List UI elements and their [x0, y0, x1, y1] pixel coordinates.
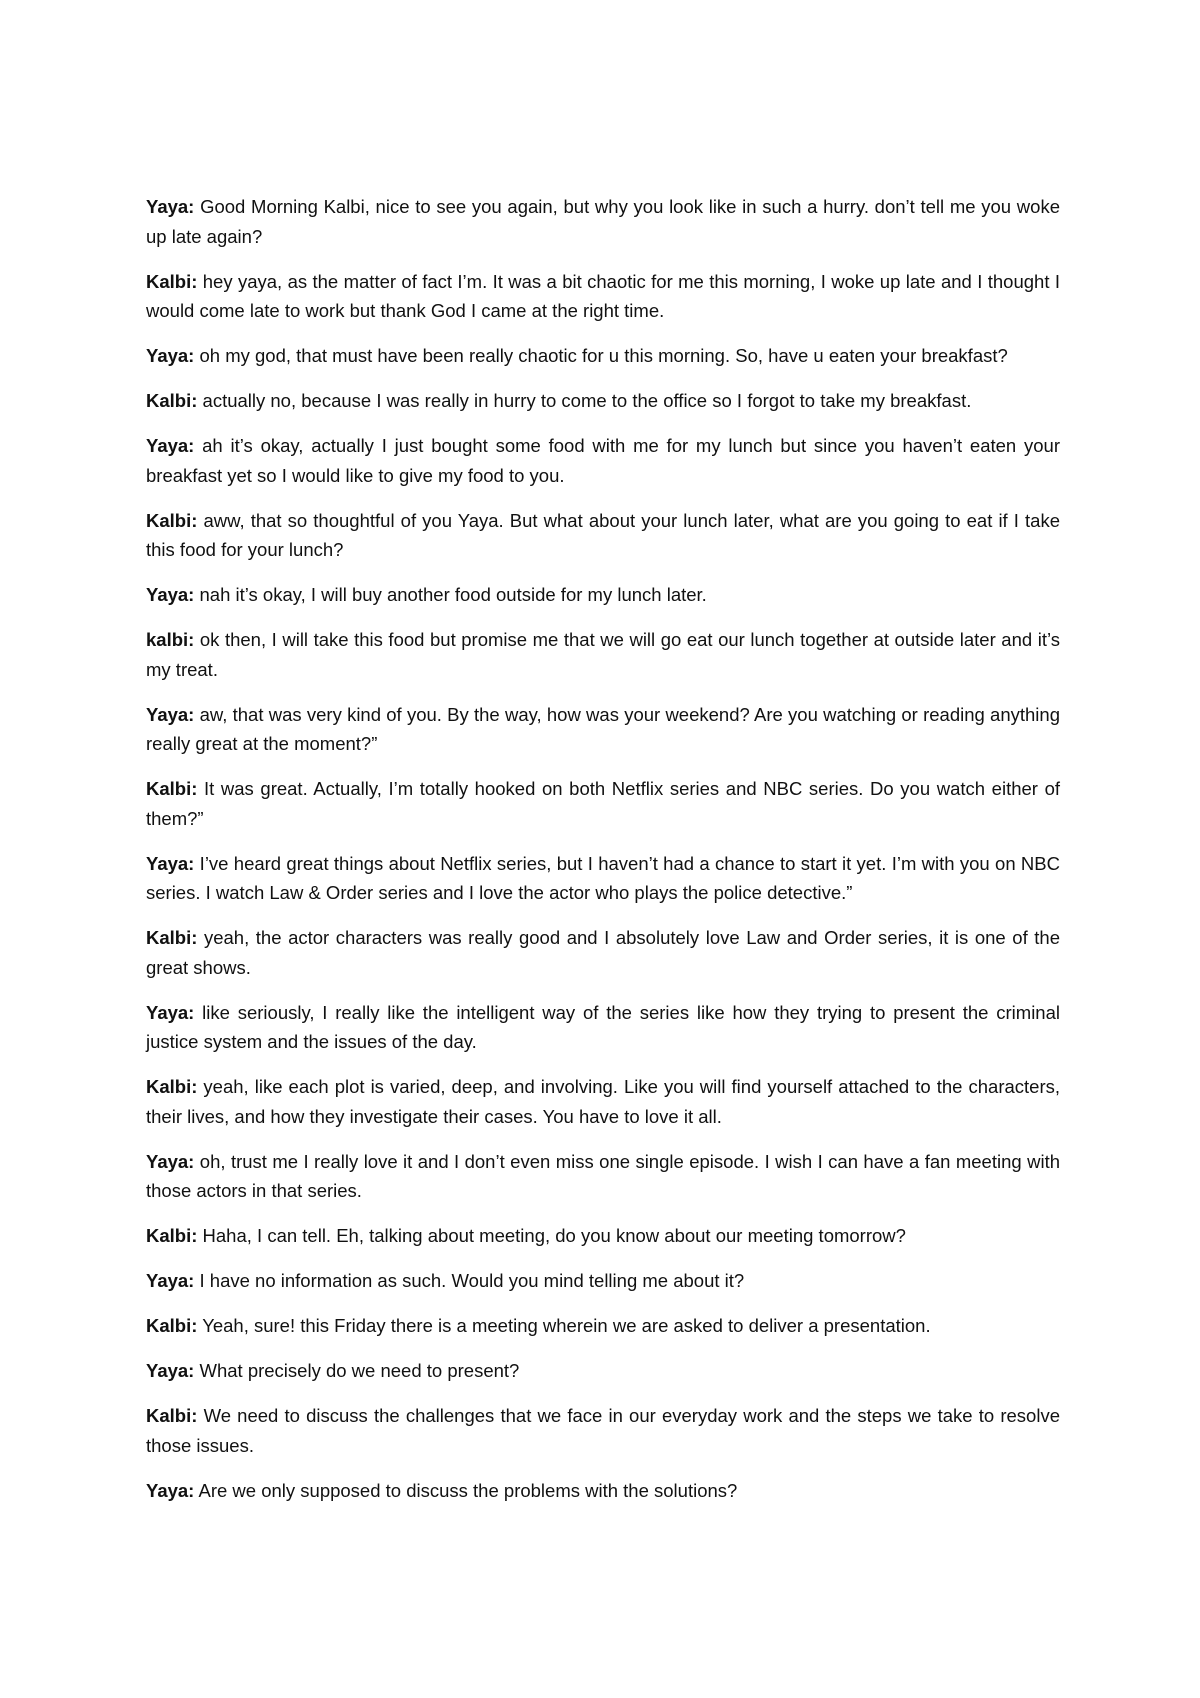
dialogue-line	[146, 1072, 1060, 1131]
line-text: hey yaya, as the matter of fact I’m. It was a bit chaotic for me this morning, I woke up late and I thought I would come late to work but thank God I came at the right time.	[146, 270, 1060, 321]
dialogue-line	[146, 700, 1060, 759]
dialogue-line	[146, 1476, 1060, 1506]
dialogue-line	[146, 506, 1060, 565]
line-text: It was great. Actually, I’m totally hooked on both Netflix series and NBC series. Do you watch either of them?”	[146, 778, 1060, 829]
dialogue-line	[146, 998, 1060, 1057]
speaker-name: Yaya:	[146, 1479, 195, 1501]
line-text: ok then, I will take this food but promise me that we will go eat our lunch together at outside later and it’s my treat.	[146, 629, 1060, 680]
speaker-name: Yaya:	[146, 196, 195, 217]
speaker-name: Kalbi:	[146, 509, 198, 531]
dialogue-line	[146, 580, 1060, 610]
dialogue-line	[146, 1311, 1060, 1341]
line-text: I’ve heard great things about Netflix series, but I haven’t had a chance to start it yet. I’m with you on NBC series. I watch Law & Order series and I love the actor who plays the police detective.”	[146, 852, 1060, 903]
speaker-name: Kalbi:	[146, 1076, 198, 1097]
speaker-name: Yaya:	[146, 1001, 195, 1023]
line-text: like seriously, I really like the intelligent way of the series like how they trying to present the criminal justice system and the issues of the day.	[146, 1001, 1060, 1052]
dialogue-line	[146, 1266, 1060, 1296]
line-text: actually no, because I was really in hurry to come to the office so I forgot to take my breakfast.	[197, 390, 972, 411]
speaker-name: Yaya:	[146, 1360, 195, 1381]
dialogue-line	[146, 1221, 1060, 1251]
speaker-name: Yaya:	[146, 1150, 195, 1172]
line-text: Yeah, sure! this Friday there is a meeting wherein we are asked to deliver a presentation.	[197, 1315, 931, 1336]
line-text: Good Morning Kalbi, nice to see you again, but why you look like in such a hurry. don’t tell me you woke up late again?	[146, 196, 1060, 247]
speaker-name: Kalbi:	[146, 390, 198, 411]
line-text: nah it’s okay, I will buy another food outside for my lunch later.	[194, 584, 707, 605]
speaker-name: Kalbi:	[146, 1315, 198, 1336]
speaker-name: Kalbi:	[146, 1405, 198, 1426]
line-text: I have no information as such. Would you mind telling me about it?	[194, 1270, 745, 1291]
speaker-name: Yaya:	[146, 852, 195, 874]
dialogue-line	[146, 923, 1060, 982]
dialogue-line	[146, 1356, 1060, 1386]
dialogue-line	[146, 774, 1060, 833]
speaker-name: Yaya:	[146, 435, 195, 456]
dialogue-line	[146, 625, 1060, 684]
dialogue-line	[146, 192, 1060, 251]
speaker-name: kalbi:	[146, 629, 195, 650]
line-text: aw, that was very kind of you. By the way, how was your weekend? Are you watching or reading anything really great at the moment?”	[146, 703, 1060, 754]
line-text: ah it’s okay, actually I just bought some food with me for my lunch but since you haven’t eaten your breakfast yet so I would like to give my food to you.	[146, 435, 1060, 486]
dialogue-line	[146, 431, 1060, 490]
speaker-name: Yaya:	[146, 345, 195, 366]
dialogue-line	[146, 386, 1060, 416]
speaker-name: Yaya:	[146, 703, 195, 725]
dialogue-line	[146, 341, 1060, 371]
speaker-name: Yaya:	[146, 1270, 195, 1291]
speaker-name: Kalbi:	[146, 778, 198, 799]
line-text: Are we only supposed to discuss the problems with the solutions?	[194, 1479, 738, 1501]
speaker-name: Kalbi:	[146, 270, 198, 292]
line-text: We need to discuss the challenges that we face in our everyday work and the steps we take to resolve those issues.	[146, 1405, 1060, 1456]
speaker-name: Yaya:	[146, 584, 195, 605]
dialogue-line	[146, 849, 1060, 908]
speaker-name: Kalbi:	[146, 927, 198, 948]
line-text: aww, that so thoughtful of you Yaya. But what about your lunch later, what are you going to eat if I take this food for your lunch?	[146, 509, 1060, 560]
dialogue-line	[146, 1147, 1060, 1206]
speaker-name: Kalbi:	[146, 1225, 198, 1246]
line-text: Haha, I can tell. Eh, talking about meeting, do you know about our meeting tomorrow?	[197, 1225, 906, 1246]
line-text: What precisely do we need to present?	[194, 1360, 520, 1381]
dialogue-line	[146, 267, 1060, 326]
line-text: yeah, the actor characters was really good and I absolutely love Law and Order series, it is one of the great shows.	[146, 927, 1060, 978]
line-text: oh, trust me I really love it and I don’t even miss one single episode. I wish I can have a fan meeting with those actors in that series.	[146, 1150, 1060, 1201]
dialogue-body	[146, 192, 1060, 1521]
line-text: oh my god, that must have been really chaotic for u this morning. So, have u eaten your breakfast?	[194, 345, 1008, 366]
dialogue-line	[146, 1401, 1060, 1460]
line-text: yeah, like each plot is varied, deep, and involving. Like you will find yourself attached to the characters, their lives, and how they investigate their cases. You have to love it all.	[146, 1076, 1060, 1127]
